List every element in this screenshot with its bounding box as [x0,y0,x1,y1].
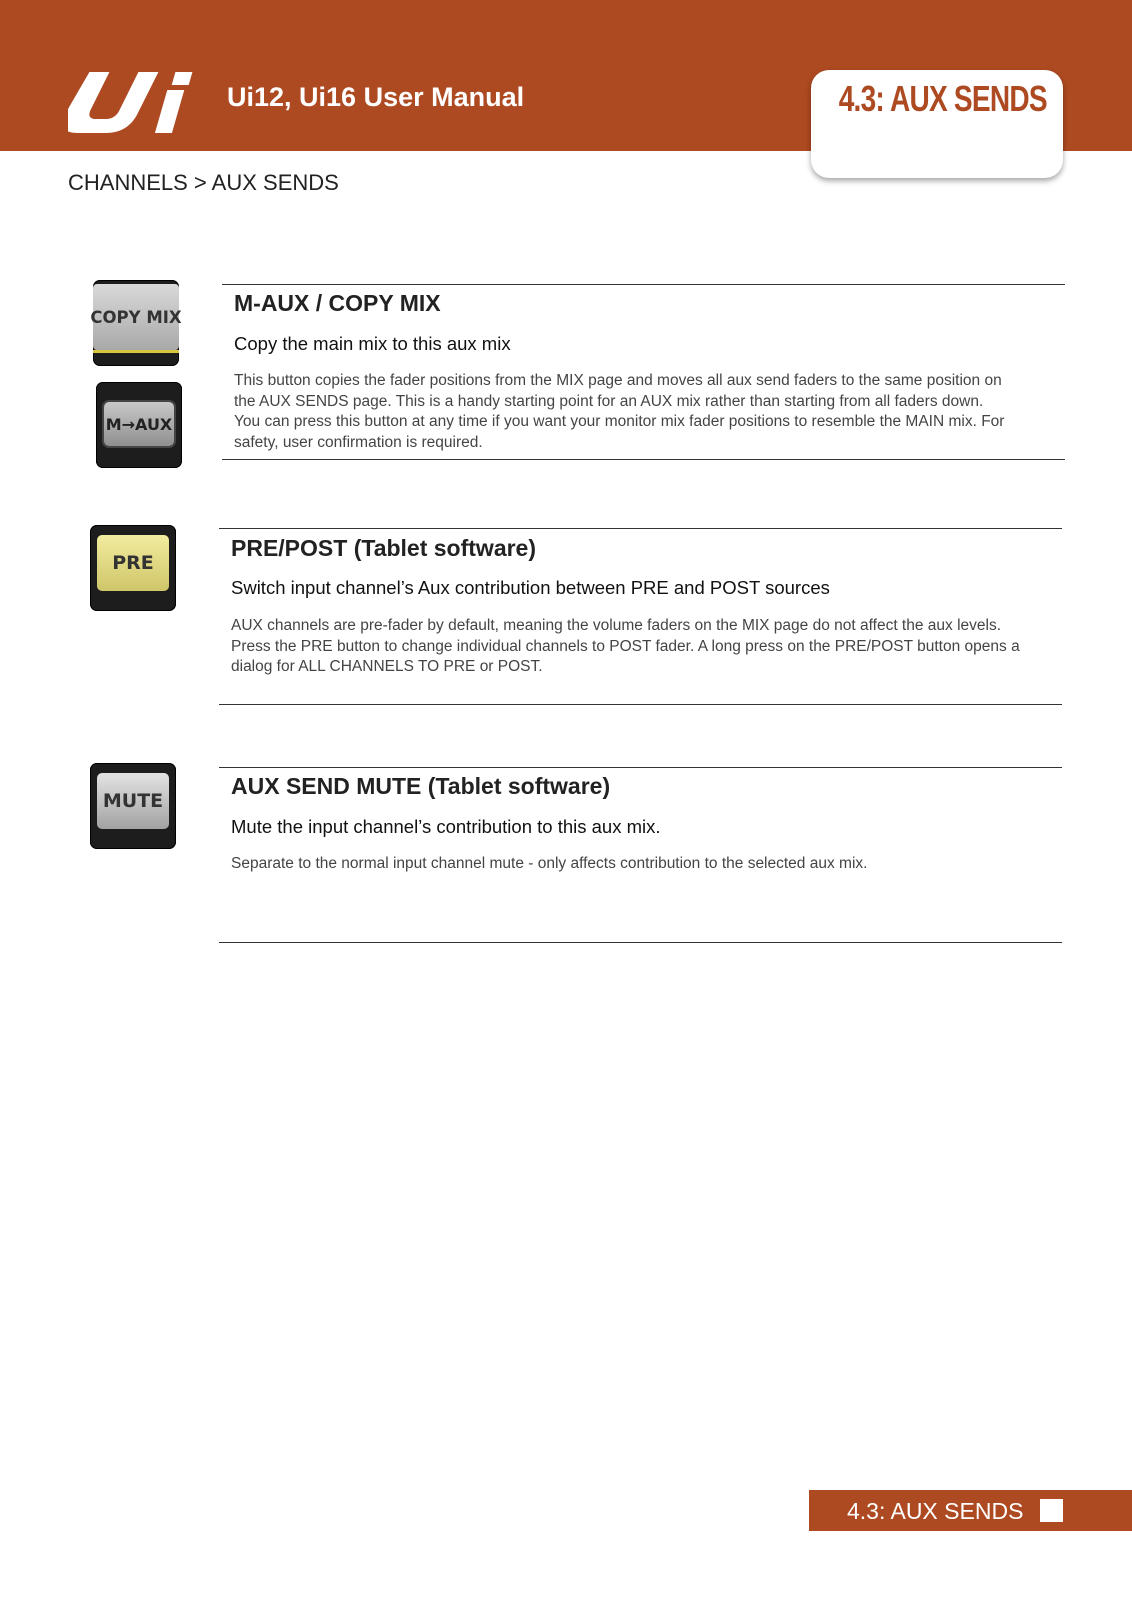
copy-mix-stripe [93,350,179,353]
section-title: AUX SEND MUTE (Tablet software) [231,773,611,799]
m-aux-label: M→AUX [104,402,174,446]
section-body [231,854,1061,875]
section-divider-bottom [219,704,1062,705]
section-divider-bottom [219,942,1062,943]
section-tab-title: 4.3: AUX SENDS [838,78,1047,119]
section-divider-top [222,284,1065,285]
body-line: You can press this button at any time if you want your monitor mix fader positions to resemble the MAIN mix. For [234,413,1005,431]
copy-mix-button-icon [90,280,182,366]
pre-button-icon [90,525,176,611]
body-line: dialog for ALL CHANNELS TO PRE or POST. [231,658,543,676]
body-line: the AUX SENDS page. This is a handy starting point for an AUX mix rather than starting from all faders down. [234,392,984,410]
body-line: Press the PRE button to change individual channels to POST fader. A long press on the PRE/POST button opens a [231,637,1020,655]
footer-page-box [1040,1499,1063,1522]
mute-label: MUTE [97,773,169,829]
footer-label: 4.3: AUX SENDS [847,1498,1024,1524]
section-divider-top [219,767,1062,768]
pre-label: PRE [97,535,169,591]
body-line: Separate to the normal input channel mute - only affects contribution to the selected aux mix. [231,855,868,872]
m-aux-button-icon [96,382,182,468]
section-title: PRE/POST (Tablet software) [231,535,537,561]
manual-title: Ui12, Ui16 User Manual [227,82,525,112]
section-body [231,616,1061,678]
ui-logo [68,70,203,134]
section-tab [811,70,1063,178]
section-subtitle: Copy the main mix to this aux mix [234,333,511,354]
footer-tab [809,1490,1132,1531]
section-body [234,371,1064,454]
copy-mix-label: COPY MIX [93,284,179,350]
breadcrumb: CHANNELS > AUX SENDS [68,170,339,195]
mute-button-icon [90,763,176,849]
body-line: AUX channels are pre-fader by default, meaning the volume faders on the MIX page do not affect the aux levels. [231,617,1002,634]
body-line: This button copies the fader positions from the MIX page and moves all aux send faders to the same position on [234,372,1002,389]
section-divider-bottom [222,459,1065,460]
section-divider-top [219,528,1062,529]
section-subtitle: Mute the input channel’s contribution to this aux mix. [231,816,661,837]
section-subtitle: Switch input channel’s Aux contribution between PRE and POST sources [231,577,830,598]
body-line: safety, user confirmation is required. [234,434,483,452]
section-title: M-AUX / COPY MIX [234,290,441,316]
